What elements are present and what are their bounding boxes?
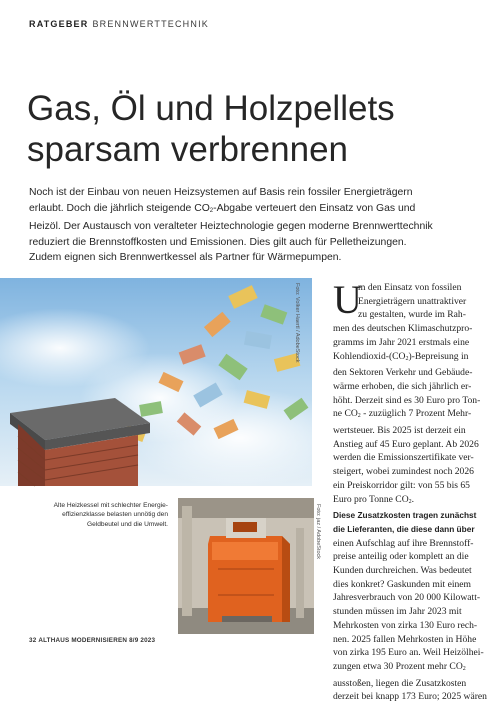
headline-line-1: Gas, Öl und Holzpellets — [27, 89, 395, 128]
lead-text: erlaubt. Doch die jährlich steigende CO — [29, 202, 210, 214]
body-line: stunden müssen im Jahr 2023 mit — [333, 606, 462, 618]
body-line: derzeit bei knapp 173 Euro; 2025 wären — [333, 691, 487, 703]
lead-line: Heizöl. Der Austausch von veralteter Heiztechnologie gegen moderne Brennwerttechnik — [29, 221, 433, 232]
chimney — [10, 398, 150, 486]
section-label — [29, 19, 209, 29]
lead-line: Zudem eignen sich Brennwertkessel als Partner für Wärmepumpen. — [29, 252, 342, 263]
body-line: men des deutschen Klimaschutzpro- — [333, 323, 473, 335]
body-text: zungen etwa 30 Prozent mehr CO — [333, 660, 463, 672]
photo-caption — [40, 501, 168, 529]
body-line: ausstoßen, liegen die Zusatzkosten — [333, 677, 467, 689]
photo-credit-2-text: Foto: jaz / AdobeStock — [315, 504, 321, 560]
body-text: ne CO — [333, 408, 358, 420]
lead-line — [29, 201, 477, 220]
page-number: 32 — [29, 637, 37, 644]
body-subscript: 2 — [357, 413, 361, 420]
body-text: . — [411, 493, 415, 505]
body-text: )-Bepreisung in — [408, 350, 469, 362]
body-line: Anstieg auf 45 Euro geplant. Ab 2026 — [333, 438, 479, 450]
body-text: - zuzüglich 7 Prozent Mehr- — [360, 408, 472, 420]
photo-credit-1 — [292, 283, 302, 363]
boiler-photo — [178, 498, 314, 634]
page-footer — [29, 637, 155, 644]
body-line: dies konkret? Gaskunden mit einem — [333, 578, 472, 590]
body-line: gramms im Jahr 2021 erstmals eine — [333, 336, 470, 348]
body-line: einen Aufschlag auf ihre Brennstoff- — [333, 537, 474, 549]
body-line — [333, 407, 478, 424]
body-line: preise anteilig oder komplett an die — [333, 551, 469, 563]
body-text: Kohlendioxid-(CO — [333, 350, 406, 362]
lead-line: reduziert die Brennstoffkosten und Emissionen. Dies gilt auch für Pelletheizungen. — [29, 236, 407, 248]
body-line: werden die Emissionszertifikate ver- — [333, 452, 474, 464]
body-line: ein Preiskorridor gilt: von 55 bis 65 — [333, 479, 470, 491]
body-line: wärme erhoben, die sich jährlich er- — [333, 380, 472, 392]
magazine-name: ALTHAUS MODERNISIEREN — [38, 637, 128, 644]
headline-line-2: sparsam verbrennen — [27, 130, 348, 169]
lead-subscript: 2 — [209, 207, 214, 214]
body-line — [333, 660, 478, 677]
body-line — [333, 493, 478, 510]
body-line: Energieträgern unattraktiver — [358, 295, 467, 307]
body-subscript: 2 — [462, 665, 466, 672]
headline — [27, 88, 477, 170]
body-line: wertsteuer. Bis 2025 ist derzeit ein — [333, 425, 466, 437]
body-line — [333, 350, 478, 367]
section-kicker: RATGEBER — [29, 19, 89, 29]
body-line: von zirka 195 Euro an. Weil Heizölhei- — [333, 647, 484, 659]
boiler-illustration — [178, 498, 314, 634]
body-subscript: 2 — [405, 355, 409, 362]
body-line: den Sektoren Verkehr und Gebäude- — [333, 367, 473, 379]
body-line: nen. 2025 fallen Mehrkosten in Höhe — [333, 633, 477, 645]
lead-line: Noch ist der Einbau von neuen Heizsystemen auf Basis rein fossiler Energieträgern — [29, 187, 413, 198]
chimney-money-illustration — [0, 278, 312, 486]
drop-cap: U — [333, 277, 362, 322]
lead-paragraph — [29, 185, 477, 266]
caption-line: Alte Heizkessel mit schlechter Energie- — [53, 502, 168, 509]
body-line: steigert, wobei zumindest noch 2026 — [333, 466, 474, 478]
issue-number: 8/9 2023 — [129, 637, 156, 644]
body-line: zu gestalten, wurde im Rah- — [358, 309, 466, 321]
body-line: höht. Derzeit sind es 30 Euro pro Ton- — [333, 394, 481, 406]
body-line: Mehrkosten von zirka 130 Euro rech- — [333, 619, 478, 631]
body-line-subhead: Diese Zusatzkosten tragen zunächst — [333, 510, 477, 521]
body-line: m den Einsatz von fossilen — [358, 282, 462, 293]
body-text: Euro pro Tonne CO — [333, 493, 409, 505]
photo-credit-1-text: Foto: Volker Haertl / AdobeStock — [294, 283, 300, 363]
article-body — [333, 277, 487, 704]
body-line: Kunden durchreichen. Was bedeutet — [333, 565, 472, 577]
section-topic: BRENNWERTTECHNIK — [92, 19, 209, 29]
photo-credit-2 — [313, 504, 323, 574]
chimney-money-photo — [0, 278, 312, 486]
body-line-subhead: die Lieferanten, die diese dann über — [333, 523, 475, 534]
body-subscript: 2 — [408, 498, 412, 505]
body-line: Jahresverbrauch von 20 000 Kilowatt- — [333, 592, 481, 604]
lead-text: -Abgabe verteuert den Einsatz von Gas und — [213, 202, 416, 214]
caption-line: Geldbeutel und die Umwelt. — [86, 520, 168, 528]
caption-line: effizienzklasse belasten unnötig den — [62, 511, 168, 519]
